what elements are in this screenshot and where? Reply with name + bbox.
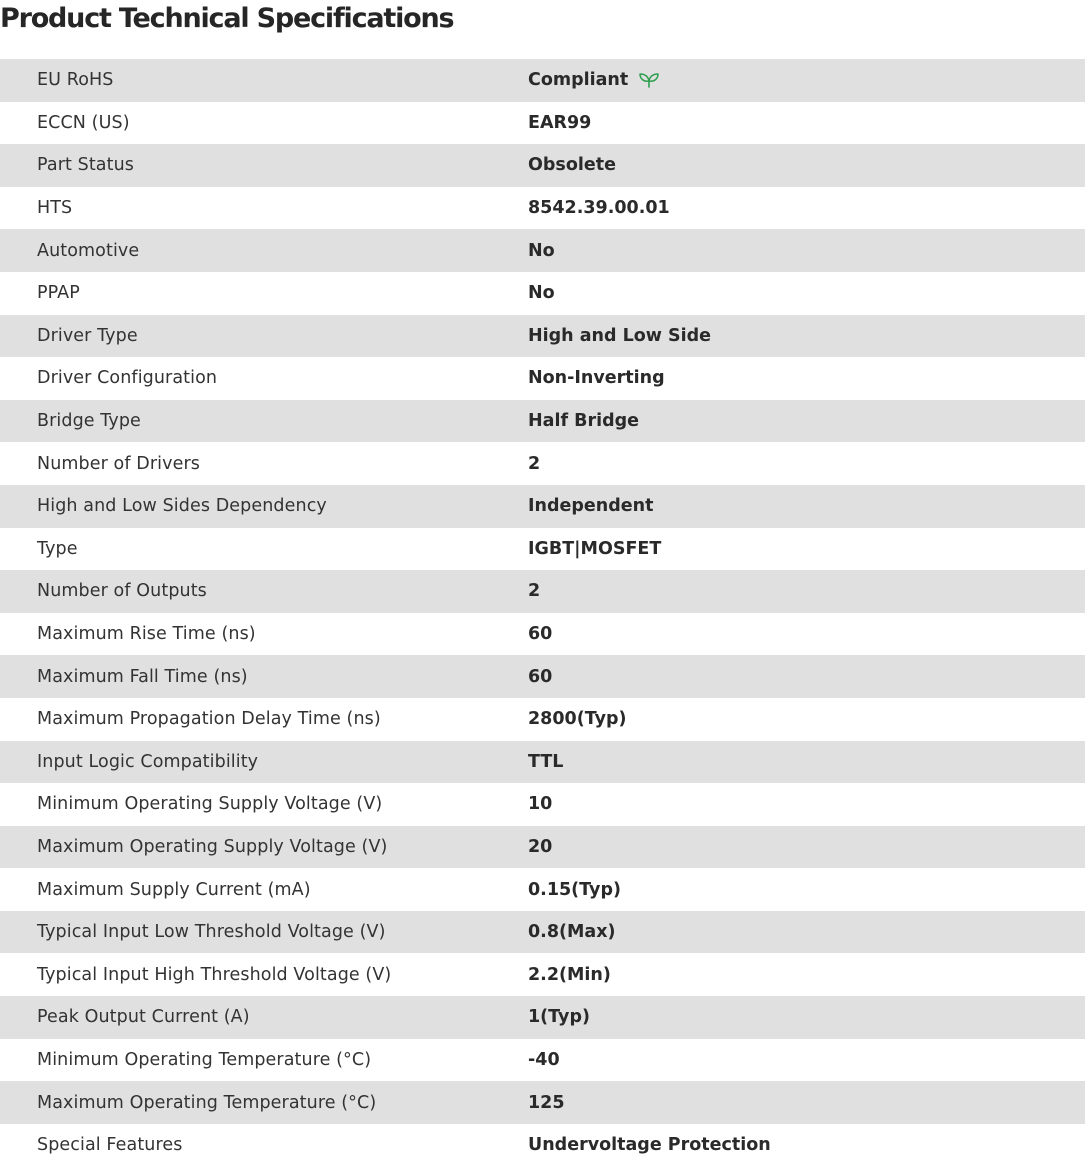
spec-label: Typical Input Low Threshold Voltage (V) [37, 922, 386, 943]
spec-label: HTS [37, 198, 73, 219]
spec-value: 1(Typ) [528, 1007, 590, 1028]
spec-label: Bridge Type [37, 411, 141, 432]
spec-value: 0.15(Typ) [528, 879, 621, 900]
spec-label: Minimum Operating Temperature (°C) [37, 1049, 372, 1070]
table-row [0, 315, 1085, 358]
leaf-icon [638, 71, 660, 89]
table-row [0, 698, 1085, 741]
spec-label: PPAP [37, 283, 80, 304]
table-row [0, 272, 1085, 315]
spec-value: Non-Inverting [528, 368, 665, 389]
table-row [0, 1081, 1085, 1124]
table-row [0, 59, 1085, 102]
spec-value: IGBT|MOSFET [528, 538, 662, 559]
spec-value: Obsolete [528, 155, 616, 176]
spec-value: High and Low Side [528, 325, 712, 346]
spec-value: 2 [528, 453, 541, 474]
spec-label: Peak Output Current (A) [37, 1007, 250, 1028]
table-row [0, 442, 1085, 485]
spec-label: Input Logic Compatibility [37, 751, 259, 772]
spec-value: -40 [528, 1049, 560, 1070]
spec-label: Part Status [37, 155, 134, 176]
spec-label: Maximum Propagation Delay Time (ns) [37, 709, 381, 730]
spec-label: Maximum Operating Supply Voltage (V) [37, 836, 388, 857]
spec-label: Maximum Operating Temperature (°C) [37, 1092, 377, 1113]
spec-value: 2 [528, 581, 541, 602]
spec-label: Driver Configuration [37, 368, 218, 389]
spec-value: 125 [528, 1092, 565, 1113]
table-row [0, 783, 1085, 826]
table-row [0, 229, 1085, 272]
spec-value: No [528, 240, 555, 261]
table-row [0, 953, 1085, 996]
spec-label: Maximum Rise Time (ns) [37, 624, 256, 645]
spec-value-text: Compliant [528, 70, 629, 91]
spec-value: 8542.39.00.01 [528, 198, 670, 219]
table-row [0, 911, 1085, 954]
spec-value: 60 [528, 666, 553, 687]
spec-value: Half Bridge [528, 411, 640, 432]
table-row [0, 1039, 1085, 1082]
table-row [0, 485, 1085, 528]
spec-value: EAR99 [528, 112, 592, 133]
table-row [0, 826, 1085, 869]
spec-value: 60 [528, 624, 553, 645]
table-row [0, 357, 1085, 400]
spec-value: 2.2(Min) [528, 964, 611, 985]
spec-table [0, 59, 1085, 1166]
spec-label: Minimum Operating Supply Voltage (V) [37, 794, 383, 815]
spec-value: 2800(Typ) [528, 709, 627, 730]
spec-value [528, 70, 1085, 90]
spec-value: Independent [528, 496, 654, 517]
table-row [0, 655, 1085, 698]
table-row [0, 613, 1085, 656]
table-row [0, 144, 1085, 187]
table-row [0, 1124, 1085, 1166]
spec-label: High and Low Sides Dependency [37, 496, 327, 517]
spec-value: TTL [528, 751, 564, 772]
table-row [0, 528, 1085, 571]
spec-label: Number of Drivers [37, 453, 200, 474]
spec-label: EU RoHS [37, 70, 114, 91]
spec-label: Automotive [37, 240, 140, 261]
spec-label: Special Features [37, 1135, 183, 1156]
spec-label: Typical Input High Threshold Voltage (V) [37, 964, 392, 985]
table-row [0, 570, 1085, 613]
table-row [0, 996, 1085, 1039]
spec-value: 20 [528, 836, 553, 857]
spec-value: Undervoltage Protection [528, 1135, 771, 1156]
spec-value: 0.8(Max) [528, 922, 616, 943]
spec-value: 10 [528, 794, 553, 815]
spec-label: Type [37, 538, 78, 559]
spec-label: Maximum Fall Time (ns) [37, 666, 248, 687]
spec-label: ECCN (US) [37, 112, 130, 133]
table-row [0, 741, 1085, 784]
table-row [0, 868, 1085, 911]
spec-label: Number of Outputs [37, 581, 207, 602]
spec-label: Maximum Supply Current (mA) [37, 879, 311, 900]
spec-value: No [528, 283, 555, 304]
table-row [0, 187, 1085, 230]
spec-label: Driver Type [37, 325, 138, 346]
table-row [0, 400, 1085, 443]
page-title: Product Technical Specifications [0, 3, 454, 34]
table-row [0, 102, 1085, 145]
